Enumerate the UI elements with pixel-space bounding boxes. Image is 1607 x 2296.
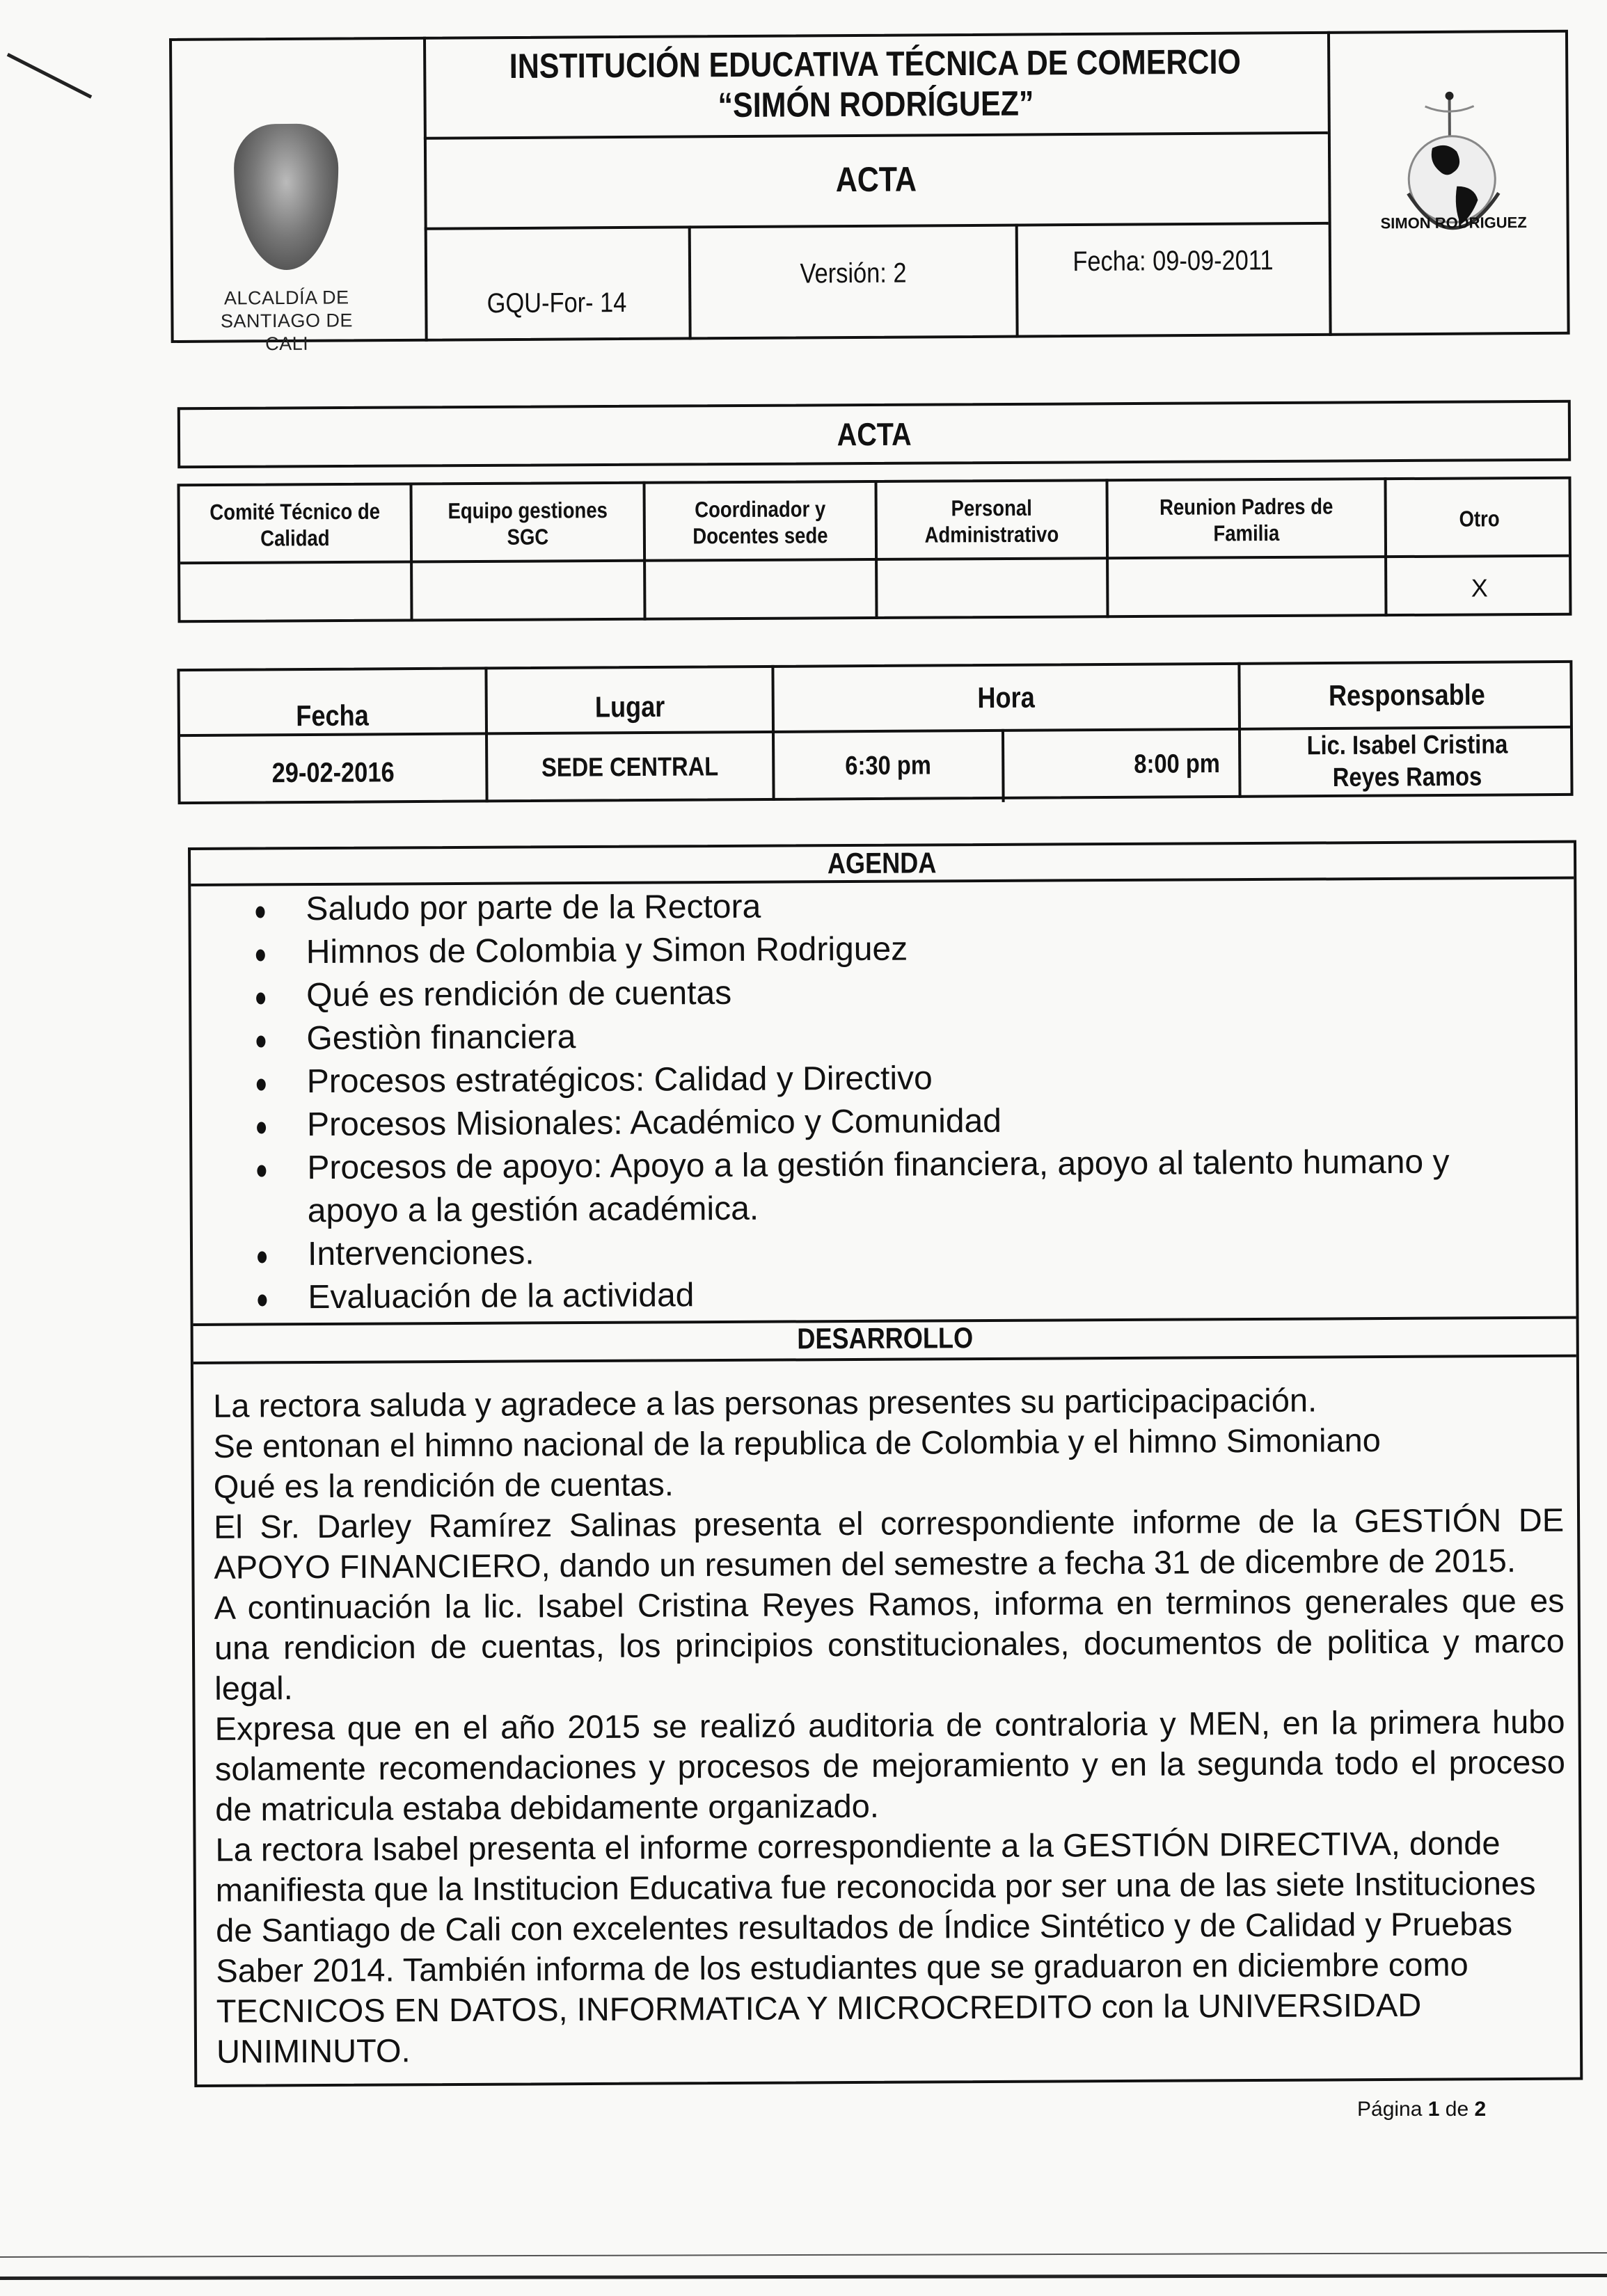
meeting-info-table: [177, 660, 1573, 804]
committee-value: [180, 563, 410, 625]
committee-value: [878, 559, 1106, 622]
form-code: GQU-For- 14: [486, 287, 627, 319]
committee-header: Reunion Padres de Familia: [1159, 493, 1333, 546]
desarrollo-title: DESARROLLO: [796, 1321, 973, 1355]
agenda-desarrollo-box: [188, 840, 1583, 2087]
desarrollo-paragraph: Expresa que en el año 2015 se realizó auditoria de contraloria y MEN, en la primera hubo solamente recomendaciones y procesos de mejoramiento y en la segunda todo el proceso de matricula estaba debidamente organizado.: [214, 1703, 1566, 1828]
committee-value: [1109, 558, 1384, 621]
desarrollo-paragraph: La rectora Isabel presenta el informe correspondiente a la GESTIÓN DIRECTIVA, donde manifiesta que la Institucion Educativa fue reconocida por ser una de las siete Instituciones de Santiago de Cali con excelentes resultados de Índice Sintético y de Calidad y Pruebas Saber 2014. También informa de los estudiantes que se graduaron en diciembre como TECNICOS EN DATOS, INFORMATICA Y MICROCREDITO con la UNIVERSIDAD UNIMINUTO.: [215, 1824, 1536, 2070]
page-number: Página 1 de 2: [1357, 2098, 1487, 2121]
hora-fin: 8:00 pm: [1134, 749, 1221, 779]
fecha-header: Fecha: [296, 699, 370, 733]
scan-edge-line: [0, 2252, 1607, 2258]
committee-header: Coordinador y Docentes sede: [692, 496, 828, 549]
simon-rodriguez-logo: [1341, 88, 1565, 271]
agenda-item: Evaluación de la actividad: [252, 1270, 1560, 1320]
form-version: Versión: 2: [800, 257, 907, 289]
pen-mark: [7, 53, 93, 99]
committee-header: Comité Técnico de Calidad: [209, 498, 381, 551]
bullet-icon: [256, 949, 265, 961]
agenda-item: Procesos de apoyo: Apoyo a la gestión financiera, apoyo al talento humano y apoyo a la gestión académica.: [251, 1140, 1505, 1233]
committee-header: Equipo gestiones SGC: [448, 497, 608, 550]
desarrollo-text: [213, 1379, 1567, 2072]
alcaldia-logo: [200, 123, 372, 356]
bullet-icon: [255, 906, 264, 918]
agenda-list: [250, 882, 1560, 1320]
document-header: [169, 30, 1570, 355]
committee-value: [413, 562, 643, 625]
bullet-icon: [256, 1035, 265, 1047]
desarrollo-paragraph: Se entonan el himno nacional de la republica de Colombia y el himno Simoniano: [213, 1421, 1382, 1465]
agenda-item: Himnos de Colombia y Simon Rodriguez: [251, 925, 1559, 975]
desarrollo-paragraph: Qué es la rendición de cuentas.: [213, 1465, 674, 1505]
agenda-title: AGENDA: [828, 846, 937, 880]
bullet-icon: [256, 992, 265, 1004]
institution-title: INSTITUCIÓN EDUCATIVA TÉCNICA DE COMERCIO “SIMÓN RODRÍGUEZ”: [509, 42, 1242, 125]
agenda-item: Saludo por parte de la Rectora: [250, 882, 1558, 932]
committee-table: [177, 477, 1572, 623]
committee-header: Personal Administrativo: [924, 495, 1059, 548]
bullet-icon: [258, 1251, 267, 1263]
agenda-item: Qué es rendición de cuentas: [251, 968, 1559, 1018]
agenda-item: Procesos estratégicos: Calidad y Directivo: [251, 1054, 1560, 1104]
desarrollo-paragraph: A continuación la lic. Isabel Cristina Reyes Ramos, informa en terminos generales que es una rendicion de cuentas, los principios constitucionales, documentos de politica y marco legal.: [214, 1581, 1565, 1707]
alcaldia-caption: SANTIAGO DE CALI: [220, 310, 354, 355]
bullet-icon: [257, 1122, 266, 1133]
agenda-item: Intervenciones.: [252, 1227, 1560, 1277]
cali-shield-icon: [233, 124, 338, 271]
alcaldia-caption: ALCALDÍA DE: [223, 287, 349, 309]
agenda-item: Procesos Misionales: Académico y Comunidad: [251, 1097, 1560, 1147]
agenda-item: Gestiòn financiera: [251, 1011, 1559, 1061]
lugar-value: SEDE CENTRAL: [541, 752, 719, 783]
committee-value: [646, 561, 875, 623]
bullet-icon: [257, 1165, 266, 1177]
committee-header: Otro: [1459, 506, 1500, 532]
responsable-value: Lic. Isabel Cristina Reyes Ramos: [1306, 730, 1508, 792]
fecha-value: 29-02-2016: [271, 757, 395, 789]
committee-value-otro: X: [1471, 573, 1488, 603]
acta-title-bar: ACTA: [177, 400, 1571, 468]
bullet-icon: [258, 1294, 267, 1306]
desarrollo-paragraph: El Sr. Darley Ramírez Salinas presenta el correspondiente informe de la GESTIÓN DE APOYO FINANCIERO, dando un resumen del semestre a fecha 31 de dicembre de 2015.: [213, 1501, 1565, 1586]
svg-text:SIMON RODRIGUEZ: SIMON RODRIGUEZ: [1380, 214, 1527, 232]
form-date: Fecha: 09-09-2011: [1072, 244, 1274, 277]
desarrollo-paragraph: La rectora saluda y agradece a las personas presentes su participacipación.: [213, 1381, 1317, 1424]
hora-inicio: 6:30 pm: [845, 751, 932, 781]
scan-edge-line: [0, 2274, 1607, 2280]
bullet-icon: [257, 1078, 266, 1090]
doc-type: ACTA: [835, 159, 917, 200]
hora-header: Hora: [977, 680, 1035, 715]
globe-icon: [1341, 88, 1565, 271]
lugar-header: Lugar: [594, 689, 665, 724]
responsable-header: Responsable: [1328, 678, 1485, 712]
